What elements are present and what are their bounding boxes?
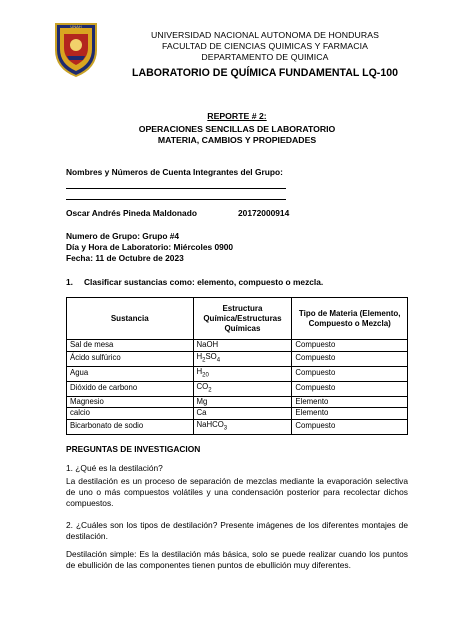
cell-substance: Sal de mesa xyxy=(67,340,194,352)
cell-formula: Mg xyxy=(193,396,292,408)
header-structure: Estructura Química/Estructuras Químicas xyxy=(193,298,292,340)
question-2: 2. ¿Cuáles son los tipos de destilación? Presente imágenes de los diferentes montajes de destilación. xyxy=(66,520,408,541)
table-row xyxy=(67,366,408,381)
answer-2: Destilación simple: Es la destilación más básica, solo se puede realizar cuando los puntos de ebullición de las componentes tienen puntos de ebullición muy diferentes. xyxy=(66,549,408,570)
table-header-row xyxy=(67,298,408,340)
lab-day-time: Día y Hora de Laboratorio: Miércoles 0900 xyxy=(66,242,234,252)
cell-type: Compuesto xyxy=(292,381,408,396)
answer-1: La destilación es un proceso de separación de mezclas mediante la evaporación selectiva de uno o más compuestos volátiles y una condensación posterior para recolectar dichos compuestos. xyxy=(66,476,408,508)
cell-type: Elemento xyxy=(292,408,408,420)
table-row xyxy=(67,419,408,434)
faculty-name: FACULTAD DE CIENCIAS QUIMICAS Y FARMACIA xyxy=(161,41,369,51)
members-label: Nombres y Números de Cuenta Integrantes del Grupo: xyxy=(66,167,283,177)
cell-formula: $CO_2$ xyxy=(193,381,292,396)
university-logo xyxy=(54,20,98,78)
table-row xyxy=(67,351,408,366)
blank-line xyxy=(66,199,286,200)
cell-type: Compuesto xyxy=(292,419,408,434)
cell-formula: NaHCO$_3$ xyxy=(193,419,292,434)
cell-substance: Dióxido de carbono xyxy=(67,381,194,396)
member-account: 20172000914 xyxy=(238,208,290,218)
section-1-title: Clasificar sustancias como: elemento, compuesto o mezcla. xyxy=(84,277,324,287)
university-name: UNIVERSIDAD NACIONAL AUTONOMA DE HONDURAS xyxy=(150,30,380,40)
report-title-2: MATERIA, CAMBIOS Y PROPIEDADES xyxy=(157,135,317,145)
cell-type: Compuesto xyxy=(292,366,408,381)
table-row xyxy=(67,408,408,420)
report-date: Fecha: 11 de Octubre de 2023 xyxy=(66,253,184,263)
cell-substance: calcio xyxy=(67,408,194,420)
cell-type: Compuesto xyxy=(292,340,408,352)
lab-title: LABORATORIO DE QUÍMICA FUNDAMENTAL LQ-100 xyxy=(131,67,399,79)
report-number: REPORTE # 2: xyxy=(207,111,267,121)
report-title-1: OPERACIONES SENCILLAS DE LABORATORIO xyxy=(138,124,336,134)
header-substance: Sustancia xyxy=(67,298,194,340)
member-name: Oscar Andrés Pineda Maldonado xyxy=(66,208,197,218)
group-number: Numero de Grupo: Grupo #4 xyxy=(66,231,180,241)
table-row xyxy=(67,396,408,408)
cell-formula: Ca xyxy=(193,408,292,420)
cell-substance: Magnesio xyxy=(67,396,194,408)
section-1-number: 1. xyxy=(66,277,73,287)
logo-text: UNAH xyxy=(70,24,82,29)
cell-formula: $H_{20}$ xyxy=(193,366,292,381)
substance-table xyxy=(66,297,408,435)
blank-line xyxy=(66,188,286,189)
cell-type: Elemento xyxy=(292,396,408,408)
cell-type: Compuesto xyxy=(292,351,408,366)
department-name: DEPARTAMENTO DE QUIMICA xyxy=(201,52,329,62)
question-1: 1. ¿Qué es la destilación? xyxy=(66,463,163,473)
header-type: Tipo de Materia (Elemento, Compuesto o Mezcla) xyxy=(292,298,408,340)
cell-substance: Bicarbonato de sodio xyxy=(67,419,194,434)
table-row xyxy=(67,340,408,352)
cell-substance: Agua xyxy=(67,366,194,381)
cell-substance: Ácido sulfúrico xyxy=(67,351,194,366)
cell-formula: $H_2SO_4$ xyxy=(193,351,292,366)
questions-heading: PREGUNTAS DE INVESTIGACION xyxy=(66,444,201,454)
table-row xyxy=(67,381,408,396)
cell-formula: NaOH xyxy=(193,340,292,352)
